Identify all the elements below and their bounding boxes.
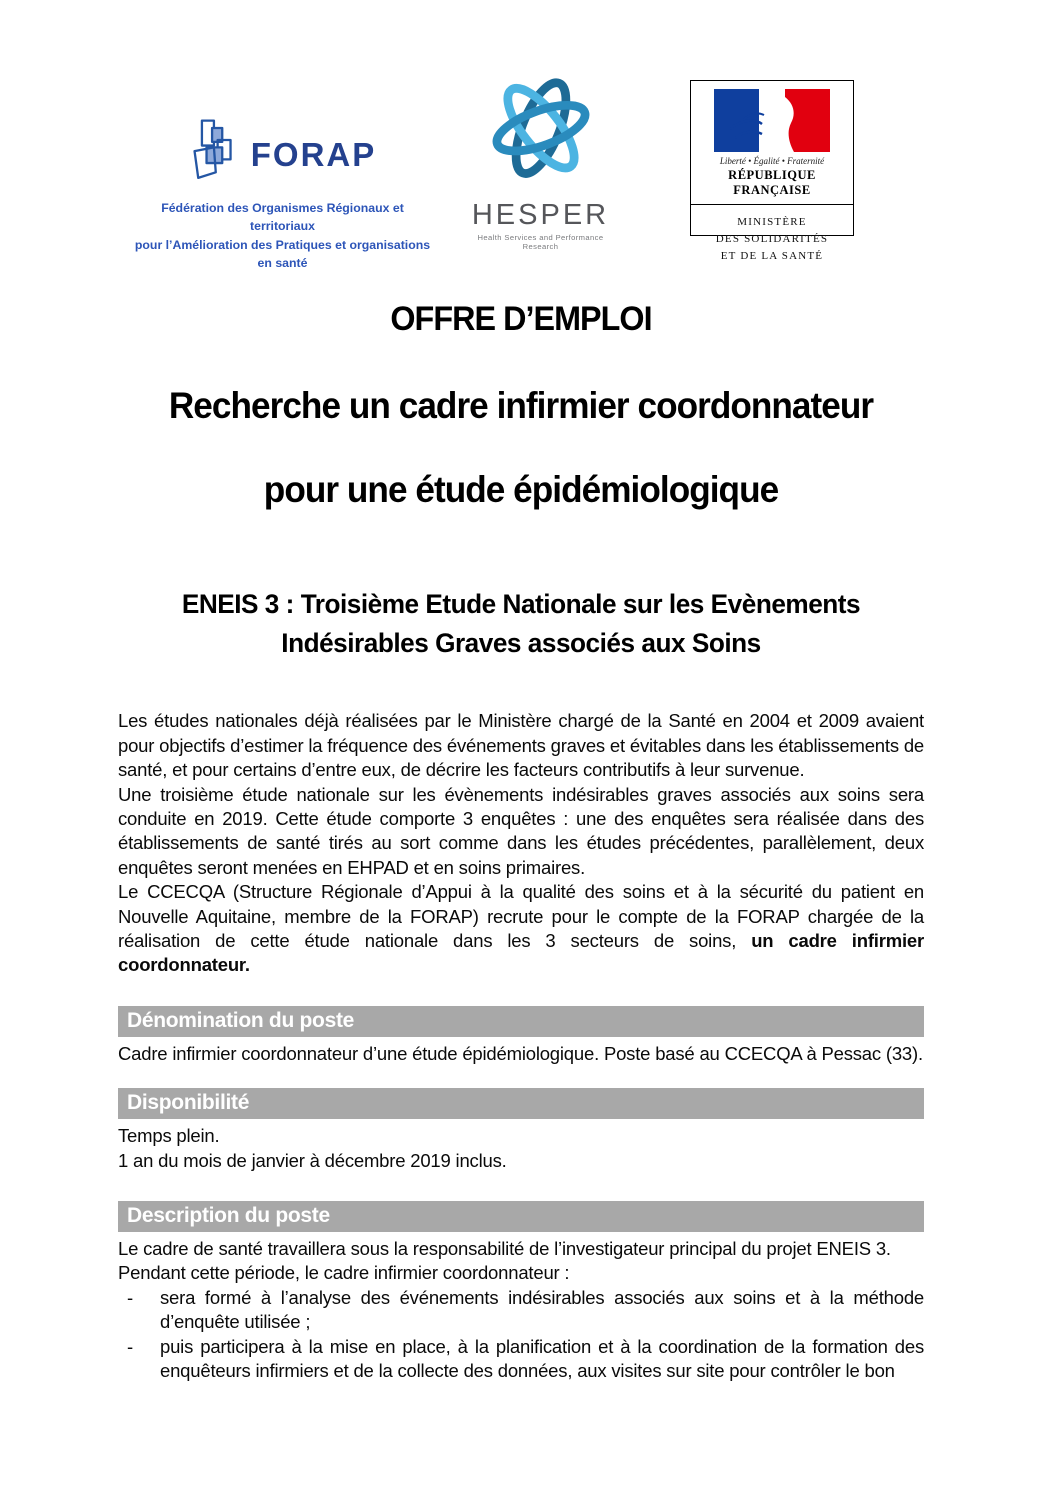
- ministry-motto: Liberté • Égalité • Fraternité: [719, 156, 825, 166]
- section-header-disponibilite: Disponibilité: [118, 1088, 924, 1119]
- main-title: OFFRE D’EMPLOI: [390, 300, 652, 338]
- description-bullet-2: [118, 1335, 924, 1384]
- description-line2: Pendant cette période, le cadre infirmier coordonnateur :: [118, 1262, 570, 1284]
- description-line1: Le cadre de santé travaillera sous la responsabilité de l’investigateur principal du projet ENEIS 3.: [118, 1237, 891, 1259]
- section-body-disponibilite: [118, 1124, 924, 1173]
- ministry-line2: DES SOLIDARITÉS: [715, 233, 829, 246]
- bullet-marker: -: [127, 1286, 133, 1308]
- subtitle-line1: Recherche un cadre infirmier coordonnateur: [168, 385, 874, 426]
- bullet-text: puis participera à la mise en place, à la planification et à la coordination de la formation des enquêteurs infirmiers et de la collecte des données, aux visites sur site pour contrôler le bon: [160, 1335, 924, 1381]
- bullet-marker: -: [127, 1335, 133, 1357]
- section-header-description: Description du poste: [118, 1201, 924, 1232]
- description-bullet-1: [118, 1286, 924, 1335]
- ministry-line3: ET DE LA SANTÉ: [720, 250, 824, 263]
- eneis-heading: [130, 585, 912, 663]
- hesper-subtitle: Health Services and Performance Research: [477, 233, 604, 251]
- forap-tagline-line1: Fédération des Organismes Régionaux et territoriaux: [161, 201, 404, 234]
- intro-text: [118, 709, 924, 977]
- intro-paragraph-3-normal: Le CCECQA (Structure Régionale d’Appui à la qualité des soins et à la sécurité du patient en Nouvelle Aquitaine, membre de la FORAP) recrute pour le compte de la FORAP chargée de la réalisation de cette étude nationale dans les 3 secteurs de soins,: [118, 881, 924, 951]
- hesper-wordmark: HESPER: [471, 199, 610, 231]
- denomination-text: Cadre infirmier coordonnateur d’une étude épidémiologique. Poste basé au CCECQA à Pessac (33).: [118, 1042, 923, 1064]
- forap-tagline-line2: pour l’Amélioration des Pratiques et organisations en santé: [134, 237, 431, 271]
- intro-paragraph-3-bold: un cadre infirmier coordonnateur.: [118, 929, 924, 976]
- ministry-line1: MINISTÈRE: [737, 216, 807, 228]
- bullet-text: sera formé à l’analyse des événements indésirables associés aux soins et à la méthode d’enquête utilisée ;: [160, 1286, 924, 1333]
- disponibilite-line2: 1 an du mois de janvier à décembre 2019 inclus.: [118, 1149, 507, 1171]
- section-body-description: [118, 1237, 924, 1383]
- document-content: [118, 0, 924, 1383]
- section-body-denomination: [118, 1042, 924, 1066]
- eneis-heading-line1: ENEIS 3 : Troisième Etude Nationale sur les Evènements: [181, 589, 861, 619]
- intro-paragraph-1: Les études nationales déjà réalisées par le Ministère chargé de la Santé en 2004 et 2009 avaient pour objectifs d’estimer la fréquence des événements graves et évitables dans les établissements de santé, et pour certains d’entre eux, de décrire les facteurs contributifs à leur survenue.: [118, 710, 924, 781]
- forap-wordmark: FORAP: [250, 135, 377, 173]
- intro-paragraph-3: [118, 880, 924, 978]
- subtitle-line2: pour une étude épidémiologique: [263, 469, 779, 510]
- section-header-denomination: Dénomination du poste: [118, 1006, 924, 1037]
- eneis-heading-line2: Indésirables Graves associés aux Soins: [281, 628, 761, 659]
- republique-francaise-label: RÉPUBLIQUE FRANÇAISE: [728, 168, 816, 197]
- intro-paragraph-2: Une troisième étude nationale sur les évènements indésirables graves associés aux soins sera conduite en 2019. Cette étude comporte 3 enquêtes : une des enquêtes sera réalisée dans des établissements de santé tirés au sort comme dans les études précédentes, parallèlement, deux enquêtes seront menées en EHPAD et en soins primaires.: [118, 783, 924, 878]
- disponibilite-line1: Temps plein.: [118, 1125, 220, 1147]
